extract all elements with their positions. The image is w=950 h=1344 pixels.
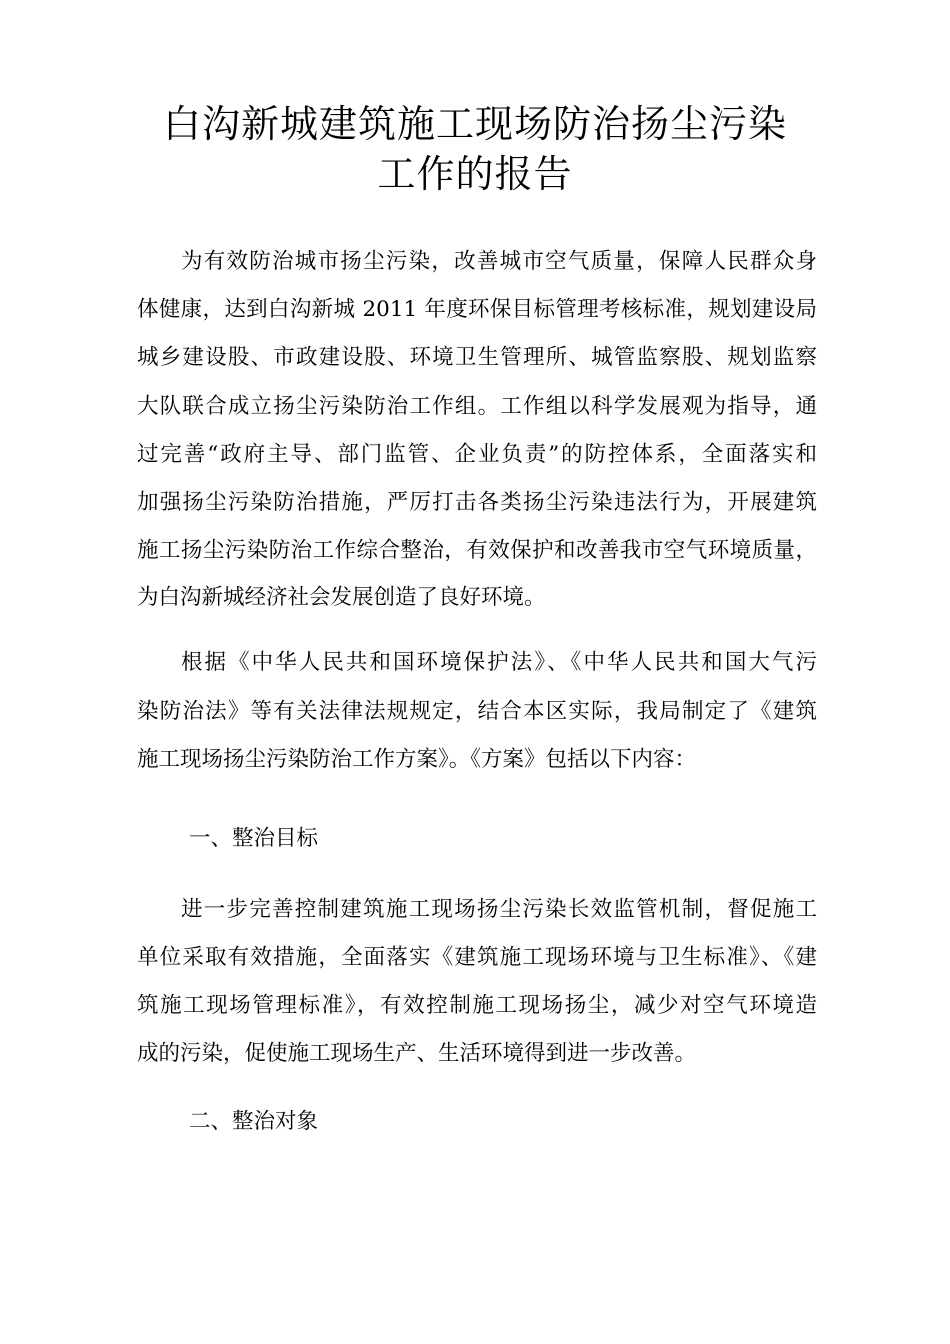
paragraph-line: 为白沟新城经济社会发展创造了良好环境。	[137, 585, 546, 610]
paragraph-line: 城乡建设股、市政建设股、环境卫生管理所、城管监察股、规划监察	[137, 345, 817, 370]
paragraph-line: 筑施工现场管理标准》，有效控制施工现场扬尘，减少对空气环境造	[137, 993, 817, 1018]
section-heading-1: 一、整治目标	[189, 826, 319, 851]
paragraph-line: 进一步完善控制建筑施工现场扬尘污染长效监管机制，督促施工	[181, 897, 817, 922]
document-title-line-1: 白沟新城建筑施工现场防治扬尘污染	[162, 102, 787, 146]
paragraph-line: 施工扬尘污染防治工作综合整治，有效保护和改善我市空气环境质量，	[137, 538, 817, 563]
paragraph-line: 体健康，达到白沟新城 2011 年度环保目标管理考核标准，规划建设局	[137, 297, 817, 322]
section-heading-2: 二、整治对象	[189, 1109, 319, 1134]
paragraph-line: 过完善“政府主导、部门监管、企业负责”的防控体系，全面落实和	[137, 442, 817, 467]
paragraph-line: 施工现场扬尘污染防治工作方案》。《方案》包括以下内容：	[137, 747, 697, 772]
paragraph-line: 成的污染，促使施工现场生产、生活环境得到进一步改善。	[137, 1041, 697, 1066]
paragraph-line: 大队联合成立扬尘污染防治工作组。工作组以科学发展观为指导，通	[137, 394, 817, 419]
paragraph-line: 染防治法》等有关法律法规规定，结合本区实际，我局制定了《建筑	[137, 699, 817, 724]
document-title-line-2: 工作的报告	[377, 152, 573, 196]
paragraph-line: 加强扬尘污染防治措施，严厉打击各类扬尘污染违法行为，开展建筑	[137, 490, 817, 515]
paragraph-line: 为有效防治城市扬尘污染，改善城市空气质量，保障人民群众身	[181, 249, 817, 274]
paragraph-line: 根据《中华人民共和国环境保护法》、《中华人民共和国大气污	[181, 650, 817, 675]
paragraph-line: 单位采取有效措施，全面落实《建筑施工现场环境与卫生标准》、《建	[137, 945, 817, 970]
